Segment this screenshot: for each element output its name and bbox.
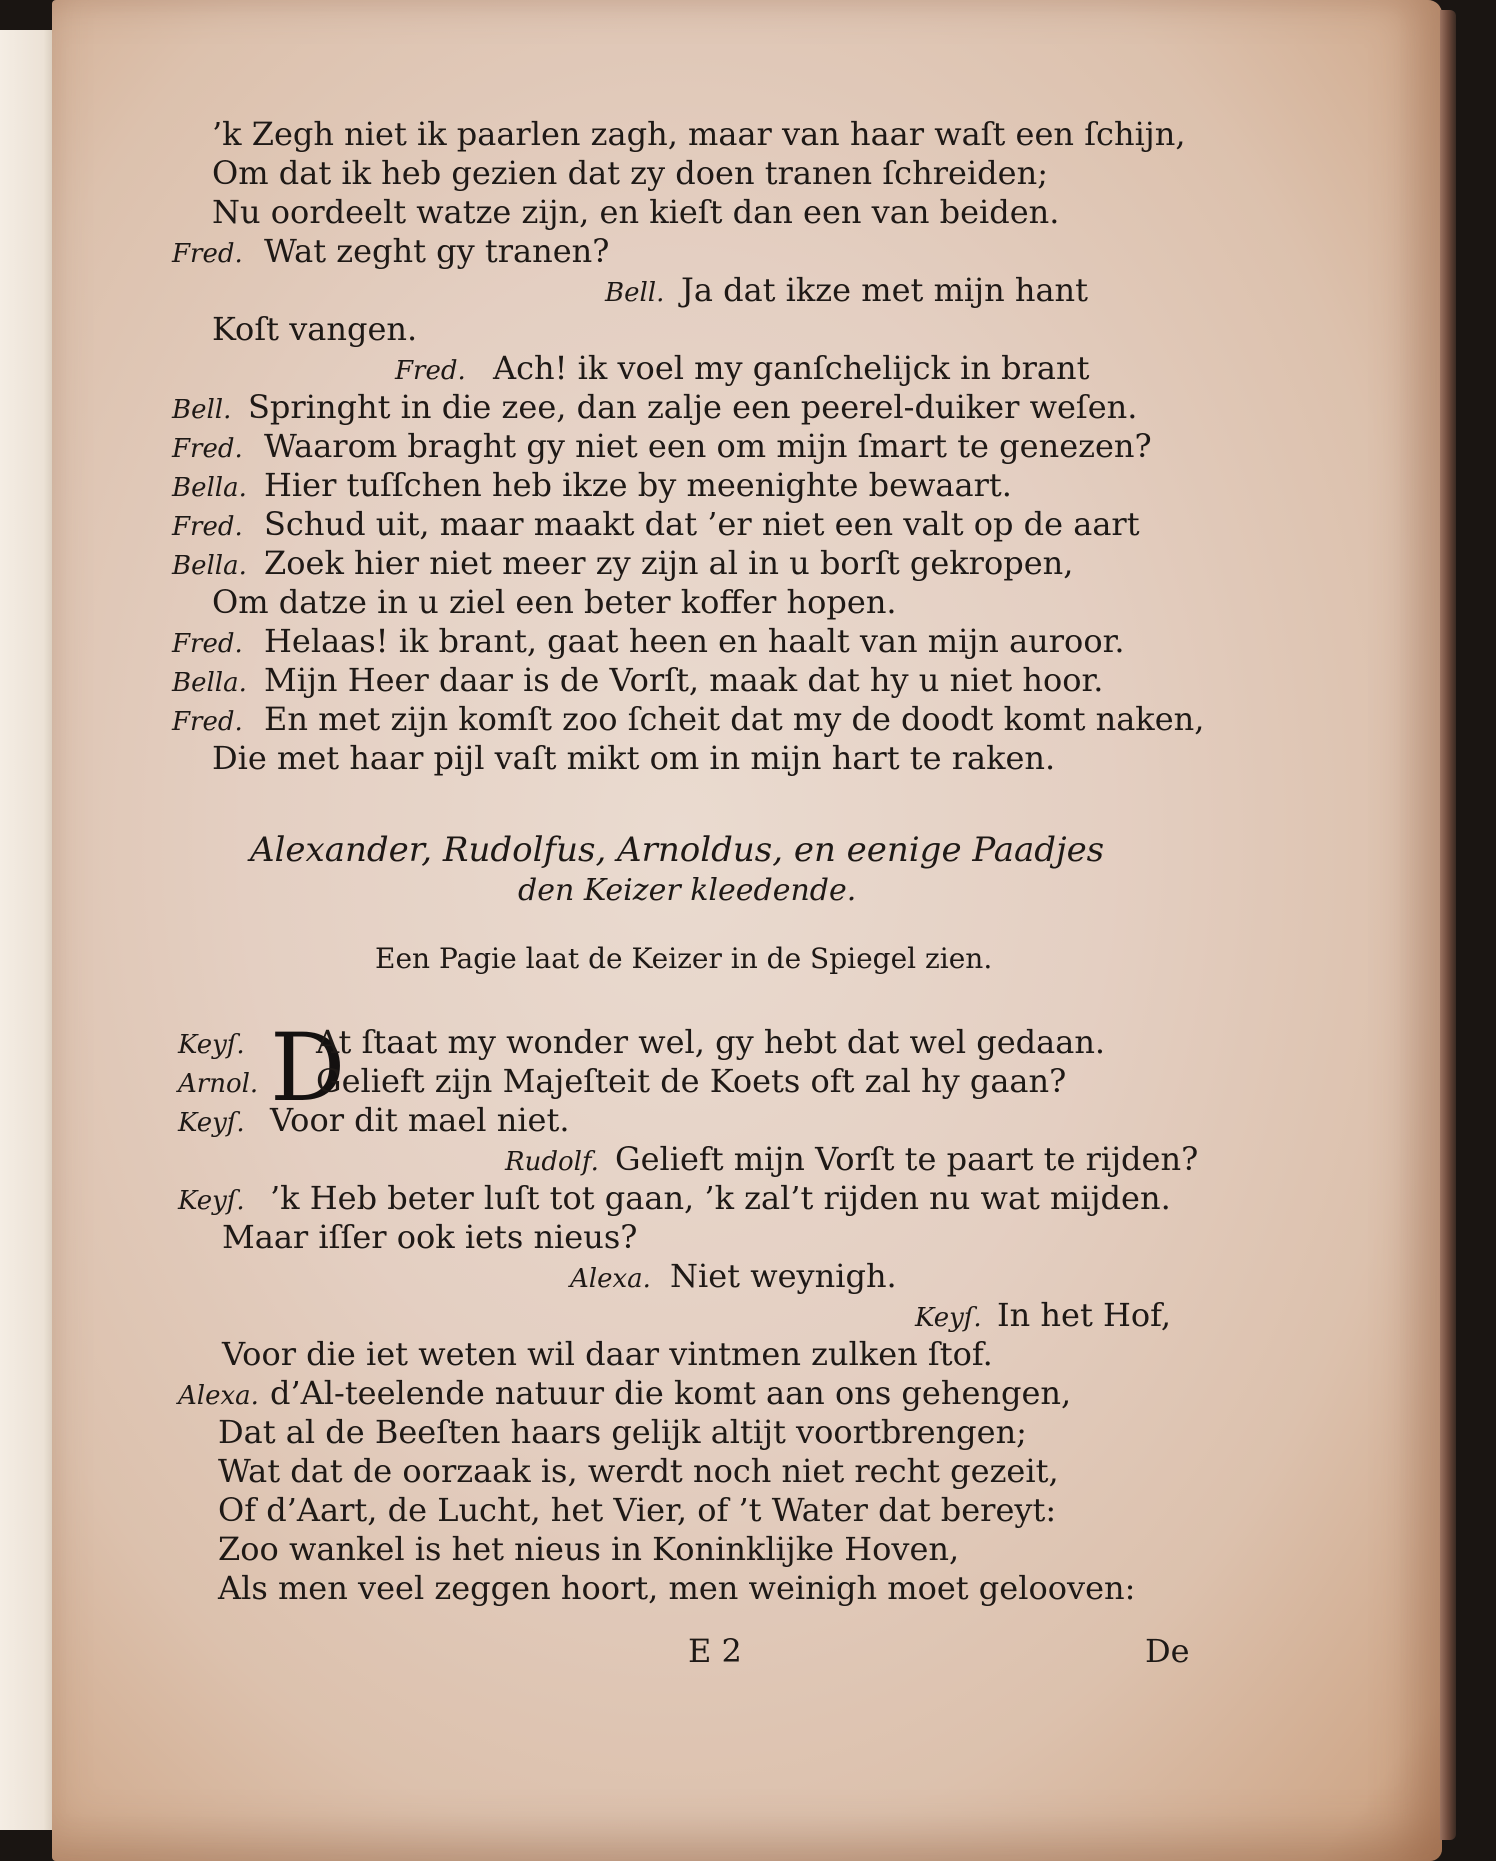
speaker-label: Keyſ. xyxy=(178,1108,245,1138)
speaker-label: Rudolf. xyxy=(505,1147,599,1177)
text-line: Zoo wankel is het nieus in Koninklijke Hoven, xyxy=(218,1530,960,1568)
signature-mark: E 2 xyxy=(688,1632,742,1670)
text-line: Bell. Springht in die zee, dan zalje een peerel-duiker weſen. xyxy=(172,388,1138,426)
page-block-edge xyxy=(1440,10,1456,1840)
speaker-label: Keyſ. xyxy=(178,1030,245,1060)
speaker-label: Bella. xyxy=(172,668,247,698)
speaker-label: Alexa. xyxy=(570,1264,651,1294)
speaker-label: Fred. xyxy=(172,512,243,542)
text-line: Die met haar pijl vaſt mikt om in mijn hart te raken. xyxy=(212,739,1056,777)
scene-heading-line-1: Alexander, Rudolfus, Arnoldus, en eenige Paadjes xyxy=(250,830,1105,870)
text-line: Fred. Wat zeght gy tranen? xyxy=(172,232,610,270)
speaker-label: Keyſ. xyxy=(178,1186,245,1216)
speaker-label: Keyſ. xyxy=(915,1303,982,1333)
text-line: Nu oordeelt watze zijn, en kieſt dan een van beiden. xyxy=(212,193,1060,231)
text-line: Om dat ik heb gezien dat zy doen tranen ſchreiden; xyxy=(212,154,1048,192)
text-line: Bell. Ja dat ikze met mijn hant xyxy=(605,271,1089,309)
text-line: Om datze in u ziel een beter koffer hopen. xyxy=(212,583,897,621)
stage-direction: Een Pagie laat de Keizer in de Spiegel zien. xyxy=(375,942,993,975)
text-line: ’k Zegh niet ik paarlen zagh, maar van haar waſt een ſchijn, xyxy=(212,115,1186,153)
scene-heading-line-2: den Keizer kleedende. xyxy=(518,873,857,908)
text-line: Alexa. d’Al-teelende natuur die komt aan ons gehengen, xyxy=(178,1374,1072,1412)
speaker-label: Arnol. xyxy=(178,1069,259,1099)
text-line: Of d’Aart, de Lucht, het Vier, of ’t Water dat bereyt: xyxy=(218,1491,1057,1529)
speaker-label: Bell. xyxy=(172,395,232,425)
catchword: De xyxy=(1145,1632,1190,1670)
text-line: Fred. Waarom braght gy niet een om mijn ſmart te genezen? xyxy=(172,427,1152,465)
speaker-label: Fred. xyxy=(172,239,243,269)
text-line: Keyſ. In het Hof, xyxy=(915,1296,1172,1334)
text-line: Voor die iet weten wil daar vintmen zulken ſtof. xyxy=(222,1335,993,1373)
speaker-label: Fred. xyxy=(395,356,466,386)
text-line: Fred. Helaas! ik brant, gaat heen en haalt van mijn auroor. xyxy=(172,622,1125,660)
text-line: Bella. Zoek hier niet meer zy zijn al in u borſt gekropen, xyxy=(172,544,1074,582)
speaker-label: Alexa. xyxy=(178,1381,259,1411)
text-line: Rudolf. Gelieft mijn Vorſt te paart te rijden? xyxy=(505,1140,1199,1178)
text-line: Bella. Hier tuſſchen heb ikze by meenighte bewaart. xyxy=(172,466,1012,504)
text-line: Arnol. Gelieft zijn Majeſteit de Koets oft zal hy gaan? xyxy=(178,1062,1067,1100)
text-line: Fred. Ach! ik voel my ganſchelijck in brant xyxy=(395,349,1090,387)
speaker-label: Fred. xyxy=(172,707,243,737)
speaker-label: Bella. xyxy=(172,551,247,581)
text-line: Koſt vangen. xyxy=(212,310,418,348)
text-line: Maar iſſer ook iets nieus? xyxy=(222,1218,638,1256)
text-line: Fred. En met zijn komſt zoo ſcheit dat my de doodt komt naken, xyxy=(172,700,1205,738)
speaker-label: Fred. xyxy=(172,629,243,659)
text-line: Keyſ. ’k Heb beter luſt tot gaan, ’k zal’t rijden nu wat mijden. xyxy=(178,1179,1171,1217)
text-line: Dat al de Beeſten haars gelijk altijt voortbrengen; xyxy=(218,1413,1027,1451)
text-line: Keyſ. Voor dit mael niet. xyxy=(178,1101,570,1139)
text-line: Fred. Schud uit, maar maakt dat ’er niet een valt op de aart xyxy=(172,505,1140,543)
speaker-label: Fred. xyxy=(172,434,243,464)
drop-cap: D xyxy=(270,1014,346,1123)
text-line: Wat dat de oorzaak is, werdt noch niet recht gezeit, xyxy=(218,1452,1059,1490)
text-line: Alexa. Niet weynigh. xyxy=(570,1257,897,1295)
speaker-label: Bell. xyxy=(605,278,665,308)
speaker-label: Bella. xyxy=(172,473,247,503)
text-line: Bella. Mijn Heer daar is de Vorſt, maak dat hy u niet hoor. xyxy=(172,661,1104,699)
text-line: Keyſ. At ſtaat my wonder wel, gy hebt dat wel gedaan. xyxy=(178,1023,1106,1061)
text-line: Als men veel zeggen hoort, men weinigh moet gelooven: xyxy=(218,1569,1136,1607)
